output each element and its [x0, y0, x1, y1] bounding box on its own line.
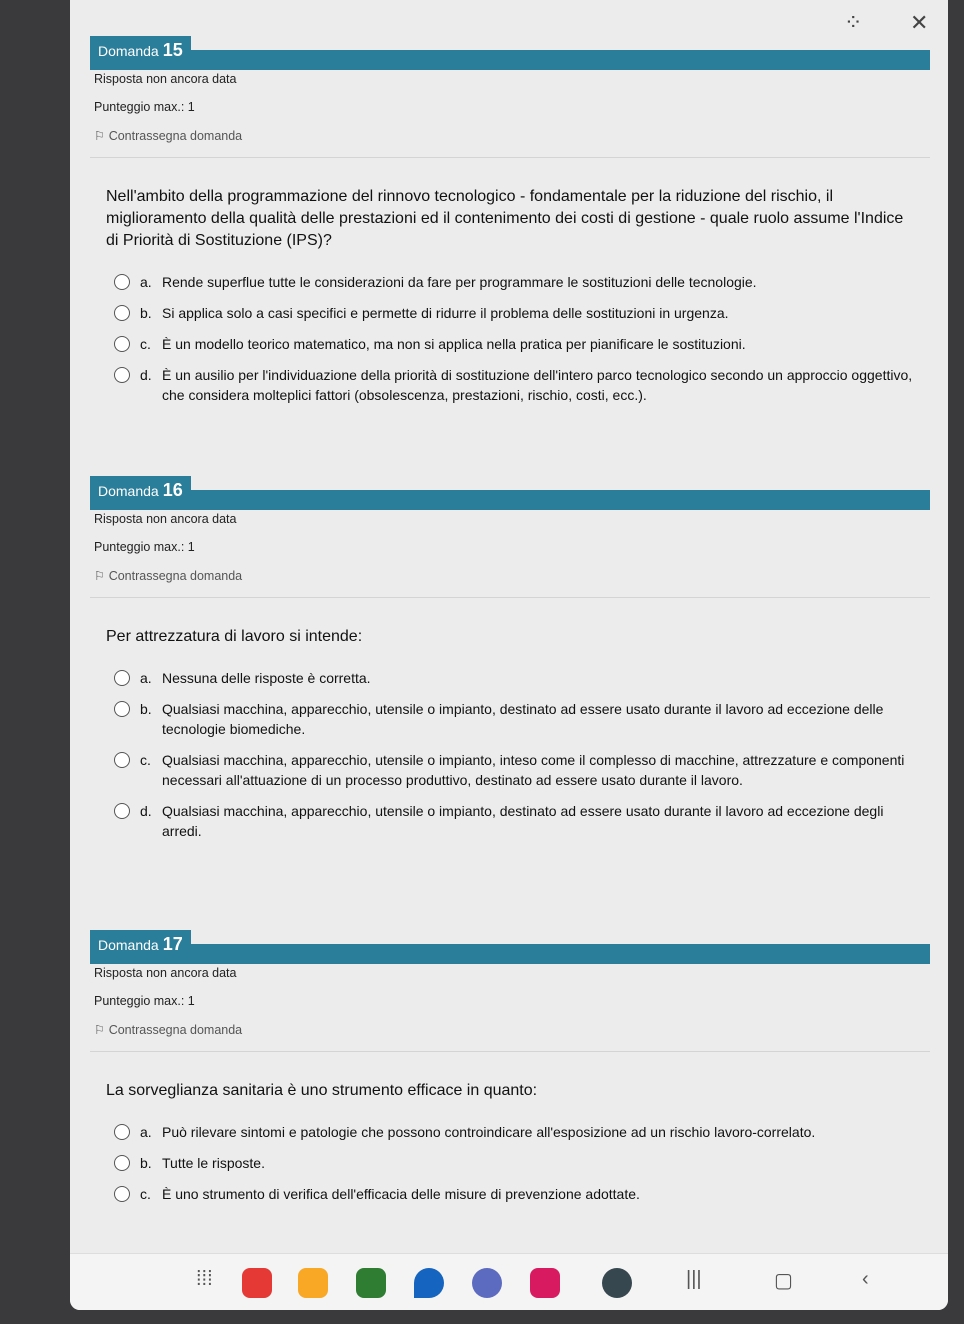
answer-option-c[interactable]	[114, 750, 930, 790]
flag-icon: ⚐	[94, 1023, 106, 1037]
recents-icon[interactable]: |||	[686, 1268, 702, 1290]
notes-app-icon[interactable]	[298, 1268, 328, 1298]
radio-button[interactable]	[114, 305, 130, 321]
back-icon[interactable]: ‹	[862, 1268, 869, 1290]
question-number: 15	[162, 40, 183, 60]
answer-letter: c.	[140, 336, 151, 352]
question-16	[90, 476, 930, 852]
answer-letter: a.	[140, 670, 152, 686]
answer-text: Rende superflue tutte le considerazioni da fare per programmare le sostituzioni delle tecnologie.	[162, 274, 757, 290]
radio-button[interactable]	[114, 1124, 130, 1140]
flag-question-link[interactable]	[94, 568, 930, 583]
radio-button[interactable]	[114, 752, 130, 768]
settings-app-icon[interactable]	[602, 1268, 632, 1298]
radio-button[interactable]	[114, 274, 130, 290]
question-tag	[90, 36, 191, 65]
answer-letter: d.	[140, 803, 152, 819]
answer-text: Qualsiasi macchina, apparecchio, utensile o impianto, inteso come il complesso di macchine, attrezzature e componenti necessari all'attuazione di un processo produttivo, destinato ad essere usato durante il lavoro.	[162, 752, 905, 788]
question-label: Domanda	[98, 483, 159, 499]
answer-status: Risposta non ancora data	[94, 966, 237, 980]
radio-button[interactable]	[114, 803, 130, 819]
answer-option-a[interactable]	[114, 272, 930, 292]
flag-label: Contrassegna domanda	[108, 129, 243, 143]
radio-button[interactable]	[114, 701, 130, 717]
answer-text: Qualsiasi macchina, apparecchio, utensile o impianto, destinato ad essere usato durante il lavoro ad eccezione degli arredi.	[162, 803, 884, 839]
answer-option-a[interactable]	[114, 1122, 930, 1142]
question-header	[90, 36, 930, 64]
radio-button[interactable]	[114, 336, 130, 352]
answer-text: È un ausilio per l'individuazione della priorità di sostituzione dell'intero parco tecnologico secondo un approccio oggettivo, che considera molteplici fattori (obsolescenza, prestazioni, rischio, costi, ecc.).	[162, 367, 913, 403]
top-bar	[70, 0, 948, 40]
home-icon[interactable]: ▢	[774, 1270, 793, 1292]
collapse-icon[interactable]: ⁘	[844, 10, 863, 35]
question-15	[90, 36, 930, 416]
radio-button[interactable]	[114, 367, 130, 383]
answer-letter: a.	[140, 1124, 152, 1140]
answer-text: Qualsiasi macchina, apparecchio, utensile o impianto, destinato ad essere usato durante il lavoro ad eccezione delle tecnologie biomediche.	[162, 701, 884, 737]
answer-letter: b.	[140, 701, 152, 717]
answer-status: Risposta non ancora data	[94, 72, 237, 86]
answer-text: È un modello teorico matematico, ma non si applica nella pratica per pianificare le sostituzioni.	[162, 336, 746, 352]
question-header	[90, 930, 930, 958]
header-bar	[90, 944, 930, 964]
camera-app-icon[interactable]	[530, 1268, 560, 1298]
close-icon[interactable]: ✕	[910, 10, 929, 35]
answer-text: Si applica solo a casi specifici e permette di ridurre il problema delle sostituzioni in urgenza.	[162, 305, 729, 321]
header-bar	[90, 50, 930, 70]
question-text: Nell'ambito della programmazione del rinnovo tecnologico - fondamentale per la riduzione del rischio, il miglioramento della qualità delle prestazioni ed il contenimento dei costi di gestione - quale ruolo assume l'Indice di Priorità di Sostituzione (IPS)?	[106, 188, 904, 249]
maps-app-icon[interactable]	[414, 1268, 444, 1298]
flag-icon: ⚐	[94, 129, 106, 143]
answer-option-d[interactable]	[114, 801, 930, 841]
answer-option-b[interactable]	[114, 1153, 930, 1173]
answer-letter: d.	[140, 367, 152, 383]
answer-letter: c.	[140, 752, 151, 768]
flag-label: Contrassegna domanda	[108, 1023, 243, 1037]
question-header	[90, 476, 930, 504]
answer-option-b[interactable]	[114, 303, 930, 323]
radio-button[interactable]	[114, 1155, 130, 1171]
answer-status: Risposta non ancora data	[94, 512, 237, 526]
question-text: Per attrezzatura di lavoro si intende:	[106, 628, 363, 645]
tablet-screen	[70, 0, 948, 1310]
classroom-app-icon[interactable]	[356, 1268, 386, 1298]
messages-app-icon[interactable]	[472, 1268, 502, 1298]
question-text: La sorveglianza sanitaria è uno strumento efficace in quanto:	[106, 1082, 538, 1099]
answer-letter: b.	[140, 305, 152, 321]
answer-text: Può rilevare sintomi e patologie che possono controindicare all'esposizione ad un rischio lavoro-correlato.	[162, 1124, 816, 1140]
question-tag	[90, 476, 191, 505]
flag-icon: ⚐	[94, 569, 106, 583]
answer-letter: c.	[140, 1186, 151, 1202]
radio-button[interactable]	[114, 670, 130, 686]
max-score: Punteggio max.: 1	[94, 994, 195, 1008]
question-number: 16	[162, 480, 183, 500]
answer-text: È uno strumento di verifica dell'efficacia delle misure di prevenzione adottate.	[162, 1186, 640, 1202]
answer-option-d[interactable]	[114, 365, 930, 405]
answer-option-c[interactable]	[114, 1184, 930, 1204]
answer-letter: a.	[140, 274, 152, 290]
flag-question-link[interactable]	[94, 128, 930, 143]
max-score: Punteggio max.: 1	[94, 540, 195, 554]
answer-option-c[interactable]	[114, 334, 930, 354]
question-label: Domanda	[98, 43, 159, 59]
app-grid-icon[interactable]: ⁞⁞⁞	[196, 1268, 213, 1290]
question-label: Domanda	[98, 937, 159, 953]
header-bar	[90, 490, 930, 510]
max-score: Punteggio max.: 1	[94, 100, 195, 114]
answer-letter: b.	[140, 1155, 152, 1171]
answer-text: Tutte le risposte.	[162, 1155, 265, 1171]
radio-button[interactable]	[114, 1186, 130, 1202]
flag-question-link[interactable]	[94, 1022, 930, 1037]
question-tag	[90, 930, 191, 959]
answer-text: Nessuna delle risposte è corretta.	[162, 670, 371, 686]
answer-option-b[interactable]	[114, 699, 930, 739]
question-number: 17	[162, 934, 183, 954]
taskbar	[70, 1253, 948, 1310]
flag-label: Contrassegna domanda	[108, 569, 243, 583]
app-icon[interactable]	[242, 1268, 272, 1298]
question-17	[90, 930, 930, 1215]
answer-option-a[interactable]	[114, 668, 930, 688]
